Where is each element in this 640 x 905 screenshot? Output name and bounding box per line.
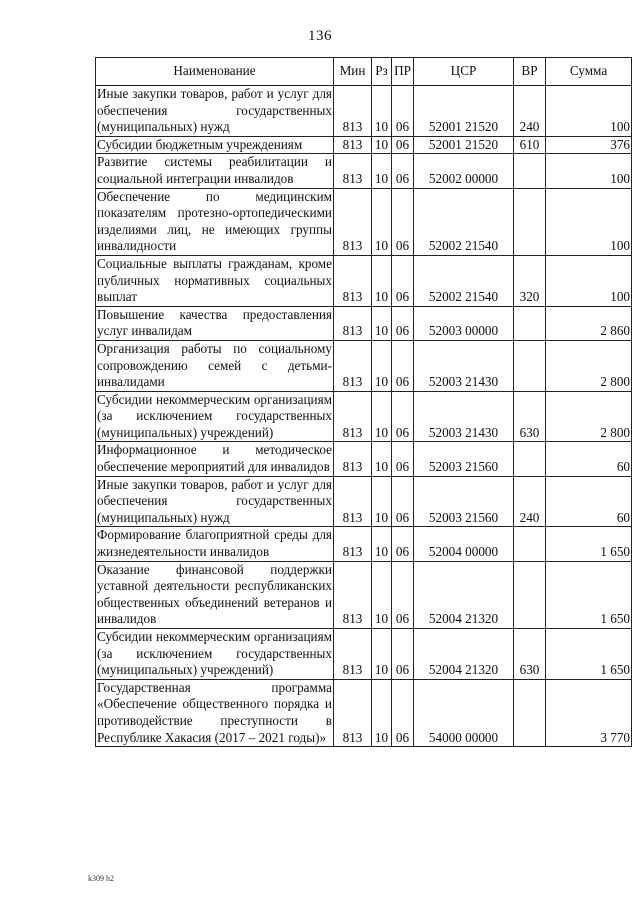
table-row [96, 154, 632, 188]
cell-csr: 52001 21520 [414, 86, 514, 137]
cell-pr: 06 [392, 391, 414, 442]
column-header-rz: Рз [372, 58, 392, 86]
cell-rz: 10 [372, 306, 392, 340]
cell-sum: 1 650 [546, 527, 632, 561]
cell-sum: 100 [546, 255, 632, 306]
table-row [96, 476, 632, 527]
cell-name: Социальные выплаты гражданам, кроме публичных нормативных социальных выплат [96, 255, 334, 306]
footer-code: k309 h2 [88, 874, 114, 883]
cell-pr: 06 [392, 442, 414, 476]
cell-min: 813 [334, 679, 372, 746]
cell-rz: 10 [372, 136, 392, 154]
column-header-min: Мин [334, 58, 372, 86]
table-row [96, 188, 632, 255]
table-row [96, 561, 632, 628]
cell-rz: 10 [372, 561, 392, 628]
cell-csr: 52002 21540 [414, 188, 514, 255]
cell-rz: 10 [372, 442, 392, 476]
cell-sum: 60 [546, 442, 632, 476]
cell-csr: 52001 21520 [414, 136, 514, 154]
cell-min: 813 [334, 188, 372, 255]
column-header-csr: ЦСР [414, 58, 514, 86]
table-row [96, 391, 632, 442]
budget-table [95, 57, 632, 747]
cell-name: Формирование благоприятной среды для жизнедеятельности инвалидов [96, 527, 334, 561]
cell-min: 813 [334, 255, 372, 306]
cell-sum: 100 [546, 154, 632, 188]
table-row [96, 629, 632, 680]
cell-pr: 06 [392, 136, 414, 154]
cell-name: Информационное и методическое обеспечение мероприятий для инвалидов [96, 442, 334, 476]
cell-csr: 52003 21430 [414, 340, 514, 391]
cell-name: Оказание финансовой поддержки уставной деятельности республиканских общественных объединений ветеранов и инвалидов [96, 561, 334, 628]
cell-min: 813 [334, 476, 372, 527]
cell-csr: 52004 21320 [414, 561, 514, 628]
table-row [96, 136, 632, 154]
cell-name: Государственная программа «Обеспечение общественного порядка и противодействие преступности в Республике Хакасия (2017 – 2021 годы)» [96, 679, 334, 746]
cell-pr: 06 [392, 629, 414, 680]
cell-rz: 10 [372, 340, 392, 391]
cell-rz: 10 [372, 629, 392, 680]
table-row [96, 340, 632, 391]
cell-sum: 100 [546, 86, 632, 137]
cell-min: 813 [334, 391, 372, 442]
table-row [96, 86, 632, 137]
cell-name: Повышение качества предоставления услуг инвалидам [96, 306, 334, 340]
cell-sum: 2 800 [546, 391, 632, 442]
cell-rz: 10 [372, 527, 392, 561]
cell-min: 813 [334, 527, 372, 561]
cell-pr: 06 [392, 561, 414, 628]
cell-rz: 10 [372, 679, 392, 746]
cell-pr: 06 [392, 86, 414, 137]
cell-pr: 06 [392, 255, 414, 306]
cell-name: Обеспечение по медицинским показателям протезно-ортопедическими изделиями лиц, не имеющих группы инвалидности [96, 188, 334, 255]
cell-csr: 52002 00000 [414, 154, 514, 188]
cell-rz: 10 [372, 391, 392, 442]
cell-name: Иные закупки товаров, работ и услуг для обеспечения государственных (муниципальных) нужд [96, 86, 334, 137]
cell-pr: 06 [392, 340, 414, 391]
cell-pr: 06 [392, 476, 414, 527]
cell-vr [514, 340, 546, 391]
cell-vr [514, 679, 546, 746]
cell-pr: 06 [392, 679, 414, 746]
cell-min: 813 [334, 629, 372, 680]
cell-vr: 610 [514, 136, 546, 154]
cell-vr: 630 [514, 629, 546, 680]
cell-rz: 10 [372, 255, 392, 306]
page-number: 136 [308, 28, 332, 44]
column-header-pr: ПР [392, 58, 414, 86]
cell-min: 813 [334, 340, 372, 391]
cell-vr [514, 561, 546, 628]
table-row [96, 442, 632, 476]
cell-vr [514, 188, 546, 255]
cell-csr: 52003 21560 [414, 442, 514, 476]
cell-min: 813 [334, 442, 372, 476]
table-row [96, 306, 632, 340]
cell-rz: 10 [372, 86, 392, 137]
cell-csr: 52003 21430 [414, 391, 514, 442]
table-row [96, 679, 632, 746]
table-row [96, 527, 632, 561]
cell-sum: 1 650 [546, 629, 632, 680]
cell-csr: 54000 00000 [414, 679, 514, 746]
cell-sum: 376 [546, 136, 632, 154]
cell-vr [514, 306, 546, 340]
cell-rz: 10 [372, 154, 392, 188]
column-header-vr: ВР [514, 58, 546, 86]
cell-sum: 100 [546, 188, 632, 255]
column-header-name: Наименование [96, 58, 334, 86]
cell-name: Субсидии бюджетным учреждениям [96, 136, 334, 154]
cell-rz: 10 [372, 476, 392, 527]
column-header-sum: Сумма [546, 58, 632, 86]
cell-vr [514, 154, 546, 188]
cell-sum: 3 770 [546, 679, 632, 746]
table-row [96, 255, 632, 306]
cell-csr: 52003 00000 [414, 306, 514, 340]
cell-min: 813 [334, 306, 372, 340]
table-header-row [96, 58, 632, 86]
cell-pr: 06 [392, 527, 414, 561]
cell-sum: 2 800 [546, 340, 632, 391]
cell-sum: 2 860 [546, 306, 632, 340]
cell-name: Субсидии некоммерческим организациям (за исключением государственных (муниципальных) учреждений) [96, 391, 334, 442]
cell-name: Иные закупки товаров, работ и услуг для обеспечения государственных (муниципальных) нужд [96, 476, 334, 527]
cell-min: 813 [334, 86, 372, 137]
cell-name: Развитие системы реабилитации и социальной интеграции инвалидов [96, 154, 334, 188]
cell-vr: 630 [514, 391, 546, 442]
cell-rz: 10 [372, 188, 392, 255]
cell-pr: 06 [392, 306, 414, 340]
cell-csr: 52004 00000 [414, 527, 514, 561]
cell-min: 813 [334, 561, 372, 628]
cell-min: 813 [334, 154, 372, 188]
cell-min: 813 [334, 136, 372, 154]
cell-name: Субсидии некоммерческим организациям (за исключением государственных (муниципальных) учреждений) [96, 629, 334, 680]
cell-vr [514, 442, 546, 476]
cell-sum: 60 [546, 476, 632, 527]
cell-csr: 52002 21540 [414, 255, 514, 306]
cell-pr: 06 [392, 188, 414, 255]
cell-pr: 06 [392, 154, 414, 188]
cell-vr: 320 [514, 255, 546, 306]
cell-csr: 52004 21320 [414, 629, 514, 680]
cell-sum: 1 650 [546, 561, 632, 628]
cell-vr [514, 527, 546, 561]
cell-name: Организация работы по социальному сопровождению семей с детьми-инвалидами [96, 340, 334, 391]
cell-vr: 240 [514, 476, 546, 527]
cell-csr: 52003 21560 [414, 476, 514, 527]
cell-vr: 240 [514, 86, 546, 137]
